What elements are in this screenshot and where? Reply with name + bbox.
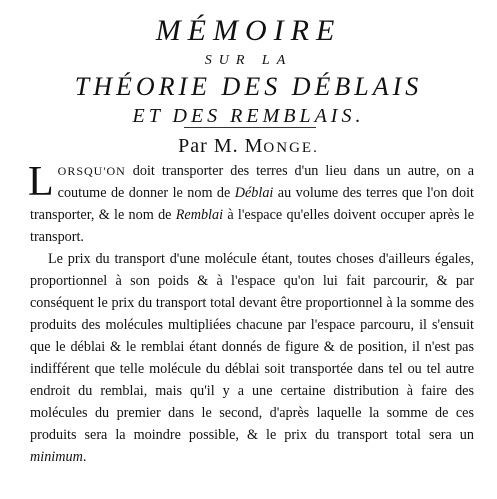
paragraph-1: [30, 160, 474, 248]
title-remblais: ET DES REMBLAIS.: [132, 105, 365, 127]
paragraph-1-text-b: au volume des terres que l'on doit transporter, & le nom de: [30, 185, 475, 223]
author-name-rest: ONGE.: [263, 140, 319, 156]
title-rule: [184, 127, 316, 128]
paragraph-2-text-a: Le prix du transport d'une molécule étant, toutes choses d'ailleurs égales, proportionnel à son poids & à l'espace qu'on lui fait parcourir, & par conséquent le prix du transport total devant être proportionnel à la somme des produits des molécules multipliées chacune par l'espace parcouru, il s'ensuit que le déblai & le remblai étant donnés de figure & de position, il n'est pas indifférent que telle molécule du déblai soit transportée dans tel ou tel autre endroit du remblai, mais qu'il y a une certaine distribution à faire des molécules du premier dans le second, d'après laquelle la somme de ces produits sera la moindre possible, & le prix du transport total sera un: [30, 251, 474, 443]
body-text: [30, 160, 474, 468]
author-line: [0, 134, 497, 160]
opening-word: ORSQU'ON: [57, 164, 126, 178]
title-theorie: THÉORIE DES DÉBLAIS: [74, 72, 423, 101]
title-sur-la: SUR LA: [204, 53, 293, 68]
term-minimum: minimum: [30, 449, 83, 465]
term-deblai: Déblai: [234, 185, 274, 201]
term-remblai: Remblai: [175, 207, 224, 223]
title-memoire: MÉMOIRE: [155, 14, 342, 47]
paragraph-1-text-a: doit transporter des terres d'un lieu dans un autre, on a coutume de donner le nom de: [57, 163, 474, 201]
author-initial: M: [244, 135, 264, 157]
paragraph-2-text-b: .: [82, 449, 87, 465]
paragraph-2: [30, 248, 474, 468]
paragraph-1-text-c: à l'espace qu'elles doivent occuper après le transport.: [30, 207, 474, 245]
author-prefix: Par M.: [178, 135, 239, 157]
drop-cap: L: [28, 159, 54, 205]
